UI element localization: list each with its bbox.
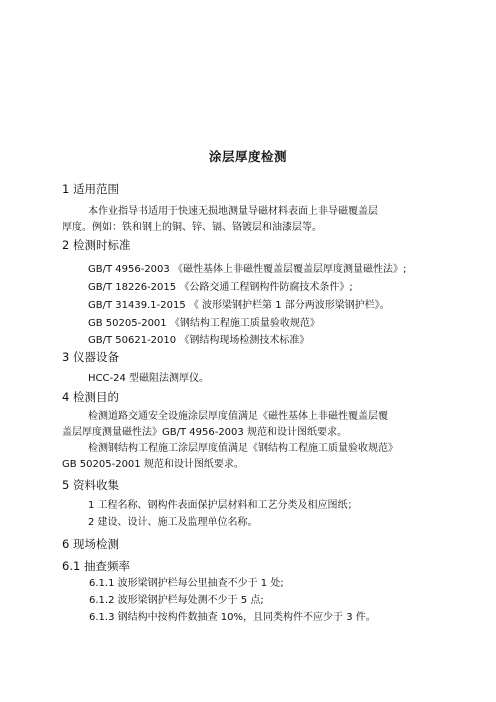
frequency-item: 6.1.1 波形梁钢护栏每公里抽查不少于 1 处; (89, 578, 284, 589)
section-3-heading: 3 仪器设备 (62, 350, 119, 364)
section-6-1-heading: 6.1 抽查频率 (62, 559, 130, 573)
frequency-item: 6.1.2 波形梁钢护栏每处测不少于 5 点; (89, 595, 264, 606)
standard-item: GB/T 31439.1-2015 《 波形梁钢护栏第 1 部分两波形梁钢护栏》。 (88, 300, 390, 311)
section-2-heading: 2 检测时标准 (62, 238, 131, 252)
section-1-heading: 1 适用范围 (62, 182, 119, 196)
section-3-text-line-1: HCC-24 型磁阻法测厚仪。 (88, 373, 209, 384)
section-5-text-line-1: 1 工程名称、钢构件表面保护层材料和工艺分类及相应图纸； (88, 500, 358, 511)
section-5-text-line-2: 2 建设、设计、施工及监理单位名称。 (88, 517, 258, 528)
document-title: 涂层厚度检测 (208, 149, 287, 164)
frequency-item: 6.1.3 钢结构中按构件数抽查 10%，且同类构件不应少于 3 件。 (89, 612, 376, 623)
section-4-text-line-3: 检测钢结构工程施工涂层厚度值满足《钢结构工程施工质量验收规范》 (88, 443, 398, 454)
standard-item: GB/T 18226-2015 《公路交通工程钢构件防腐技术条件》; (88, 282, 353, 293)
section-1-text-line-2: 厚度。例如：铁和钢上的铜、锌、镉、铬镀层和油漆层等。 (62, 222, 322, 233)
standard-item: GB/T 4956-2003 《磁性基体上非磁性覆盖层覆盖层厚度测量磁性法》; (88, 264, 407, 275)
section-6-heading: 6 现场检测 (62, 537, 119, 551)
section-4-text-line-2: 盖层厚度测量磁性法》GB/T 4956-2003 规范和设计图纸要求。 (62, 427, 347, 438)
section-1-text-line-1: 本作业指导书适用于快速无损地测量导磁材料表面上非导磁覆盖层 (88, 206, 378, 217)
section-4-text-line-4: GB 50205-2001 规范和设计图纸要求。 (62, 459, 244, 470)
section-4-text-line-1: 检测道路交通安全设施涂层厚度值满足《磁性基体上非磁性覆盖层覆 (88, 411, 388, 422)
section-4-heading: 4 检测目的 (62, 390, 119, 404)
section-5-heading: 5 资料收集 (62, 478, 119, 492)
standard-item: GB/T 50621-2010 《钢结构现场检测技术标准》 (88, 335, 310, 346)
standard-item: GB 50205-2001 《钢结构工程施工质量验收规范》 (88, 318, 320, 329)
